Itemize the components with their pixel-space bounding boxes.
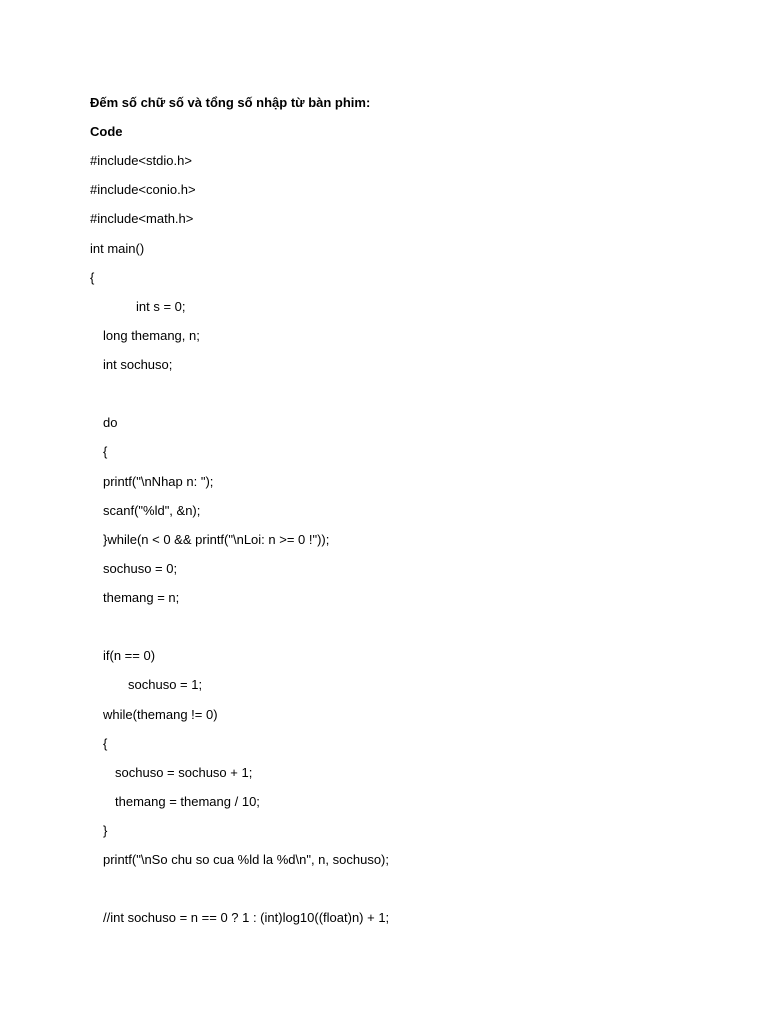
code-line: themang = n; xyxy=(103,590,180,605)
code-line: } xyxy=(103,823,108,838)
code-line: if(n == 0) xyxy=(103,648,156,663)
code-line: themang = themang / 10; xyxy=(115,794,260,809)
code-line: sochuso = 0; xyxy=(103,561,178,576)
code-line: printf("\nNhap n: "); xyxy=(103,474,214,489)
code-line: //int sochuso = n == 0 ? 1 : (int)log10((float)n) + 1; xyxy=(103,910,390,925)
code-line: int main() xyxy=(90,241,145,256)
code-line: sochuso = sochuso + 1; xyxy=(115,765,253,780)
code-line: #include<math.h> xyxy=(90,211,194,226)
code-line: do xyxy=(103,415,118,430)
code-line: while(themang != 0) xyxy=(103,707,218,722)
code-line: #include<stdio.h> xyxy=(90,153,192,168)
code-line: int s = 0; xyxy=(136,299,186,314)
code-line: { xyxy=(90,270,95,285)
code-line: #include<conio.h> xyxy=(90,182,196,197)
code-line: { xyxy=(103,444,108,459)
code-line: { xyxy=(103,736,108,751)
code-label: Code xyxy=(90,124,123,139)
code-line: printf("\nSo chu so cua %ld la %d\n", n, sochuso); xyxy=(103,852,389,867)
code-line: long themang, n; xyxy=(103,328,200,343)
document-heading: Đếm số chữ số và tổng số nhập từ bàn phim: xyxy=(90,95,371,110)
code-line: int sochuso; xyxy=(103,357,173,372)
code-line: }while(n < 0 && printf("\nLoi: n >= 0 !")); xyxy=(103,532,330,547)
code-line: sochuso = 1; xyxy=(128,677,203,692)
code-line: scanf("%ld", &n); xyxy=(103,503,201,518)
